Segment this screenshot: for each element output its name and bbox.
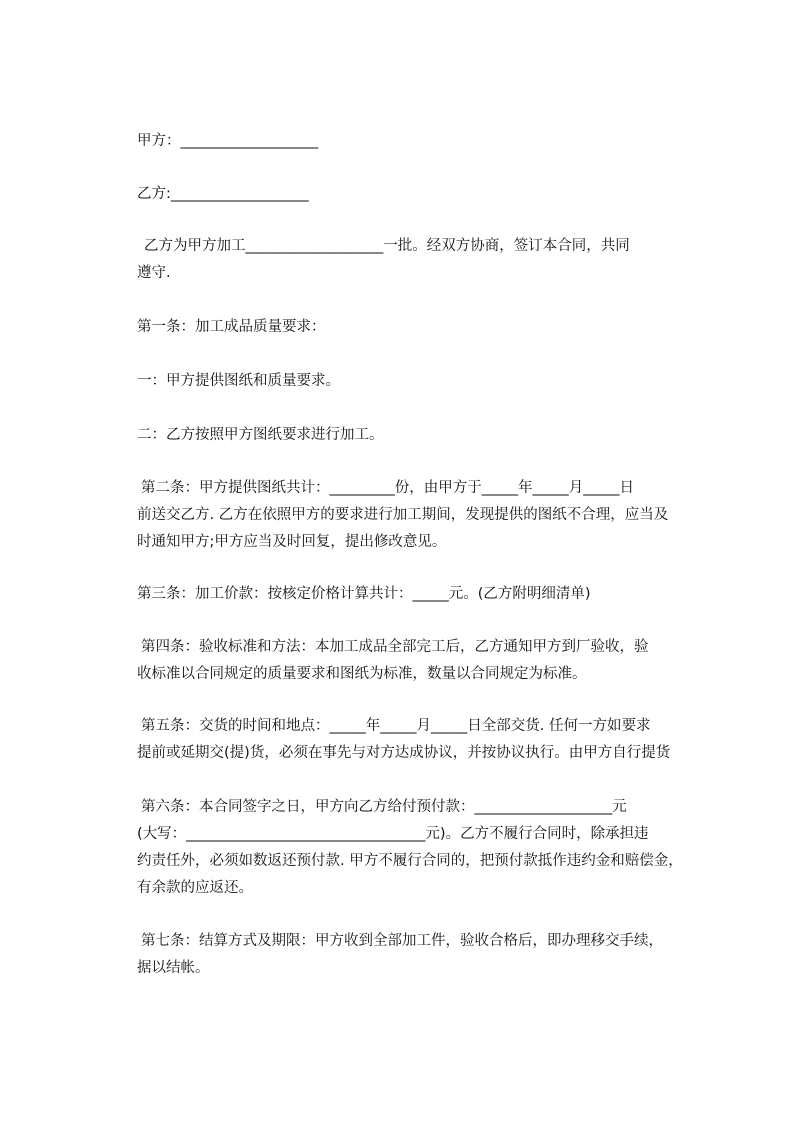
article-6-line-1: 第六条：本合同签字之日，甲方向乙方给付预付款：___________________元 (141, 799, 627, 815)
article-4-line-2: 收标准以合同规定的质量要求和图纸为标准，数量以合同规定为标准。 (137, 666, 587, 682)
intro-line-1: 乙方为甲方加工___________________一批。经双方协商，签订本合同，共同 (144, 238, 630, 254)
article-1-item-2: 二：乙方按照甲方图纸要求进行加工。 (137, 427, 384, 443)
article-4-line-1: 第四条：验收标准和方法：本加工成品全部完工后，乙方通知甲方到厂验收，验 (141, 639, 649, 655)
party-b-line: 乙方:___________________ (137, 186, 309, 202)
article-1-title: 第一条：加工成品质量要求： (137, 319, 326, 335)
article-6-line-3: 约责任外，必须如数返还预付款. 甲方不履行合同的，把预付款抵作违约金和赔偿金， (137, 853, 683, 869)
article-3: 第三条：加工价款：按核定价格计算共计：_____元。(乙方附明细清单) (137, 586, 591, 602)
article-7-line-2: 据以结帐。 (137, 960, 210, 976)
article-6-line-4: 有余款的应返还。 (137, 880, 253, 896)
article-5-line-2: 提前或延期交(提)货，必须在事先与对方达成协议，并按协议执行。由甲方自行提货 (137, 745, 671, 761)
article-7-line-1: 第七条：结算方式及期限：甲方收到全部加工件，验收合格后，即办理移交手续， (141, 933, 663, 949)
article-2-line-1: 第二条：甲方提供图纸共计：_________份，由甲方于_____年_____月_____日 (141, 480, 634, 496)
article-5-line-1: 第五条：交货的时间和地点：_____年_____月_____日全部交货. 任何一方如要求 (141, 718, 651, 734)
party-a-line: 甲方：___________________ (137, 133, 319, 149)
article-2-line-2: 前送交乙方. 乙方在依照甲方的要求进行加工期间，发现提供的图纸不合理，应当及 (137, 507, 669, 523)
article-1-item-1: 一：甲方提供图纸和质量要求。 (137, 373, 340, 389)
article-2-line-3: 时通知甲方;甲方应当及时回复，提出修改意见。 (137, 534, 447, 550)
intro-line-2: 遵守. (137, 265, 171, 281)
article-6-line-2: (大写：_________________________________元)。乙方不履行合同时，除承担违 (137, 826, 649, 842)
